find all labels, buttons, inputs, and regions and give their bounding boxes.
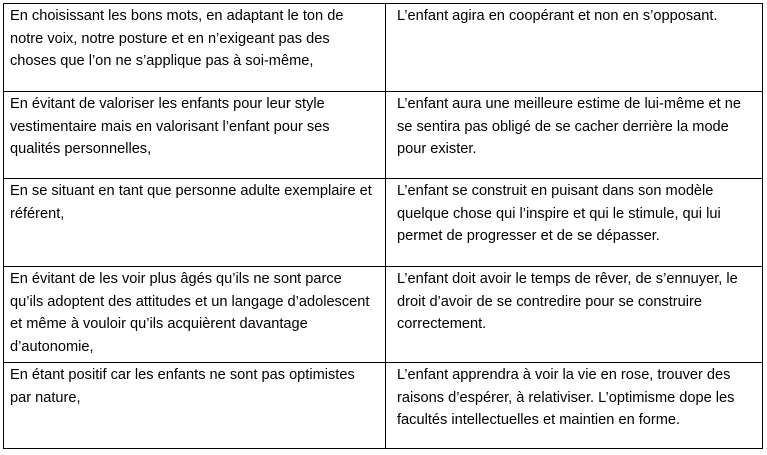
table-cell-approach: En choisissant les bons mots, en adaptant le ton de notre voix, notre posture et en n’exigeant pas des choses que l’on ne s’applique pas à soi-même, [4, 4, 386, 92]
table-cell-approach: En se situant en tant que personne adulte exemplaire et référent, [4, 179, 386, 267]
table-row [4, 267, 763, 363]
advice-table [3, 3, 763, 449]
table-cell-outcome: L’enfant agira en coopérant et non en s’opposant. [386, 4, 763, 92]
table-row [4, 179, 763, 267]
table-cell-approach: En évitant de les voir plus âgés qu’ils ne sont parce qu’ils adoptent des attitudes et un langage d’adolescent et même à vouloir qu’ils acquièrent davantage d’autonomie, [4, 267, 386, 363]
table-row [4, 92, 763, 179]
table-cell-outcome: L’enfant se construit en puisant dans son modèle quelque chose qui l’inspire et qui le stimule, qui lui permet de progresser et de se dépasser. [386, 179, 763, 267]
table-row [4, 4, 763, 92]
table-row [4, 363, 763, 449]
table-cell-approach: En évitant de valoriser les enfants pour leur style vestimentaire mais en valorisant l’enfant pour ses qualités personnelles, [4, 92, 386, 179]
table-cell-outcome: L’enfant apprendra à voir la vie en rose, trouver des raisons d’espérer, à relativiser. L’optimisme dope les facultés intellectuelles et maintien en forme. [386, 363, 763, 449]
table-cell-outcome: L’enfant doit avoir le temps de rêver, de s’ennuyer, le droit d’avoir de se contredire pour se construire correctement. [386, 267, 763, 363]
table-cell-approach: En étant positif car les enfants ne sont pas optimistes par nature, [4, 363, 386, 449]
table-cell-outcome: L’enfant aura une meilleure estime de lui-même et ne se sentira pas obligé de se cacher derrière la mode pour exister. [386, 92, 763, 179]
